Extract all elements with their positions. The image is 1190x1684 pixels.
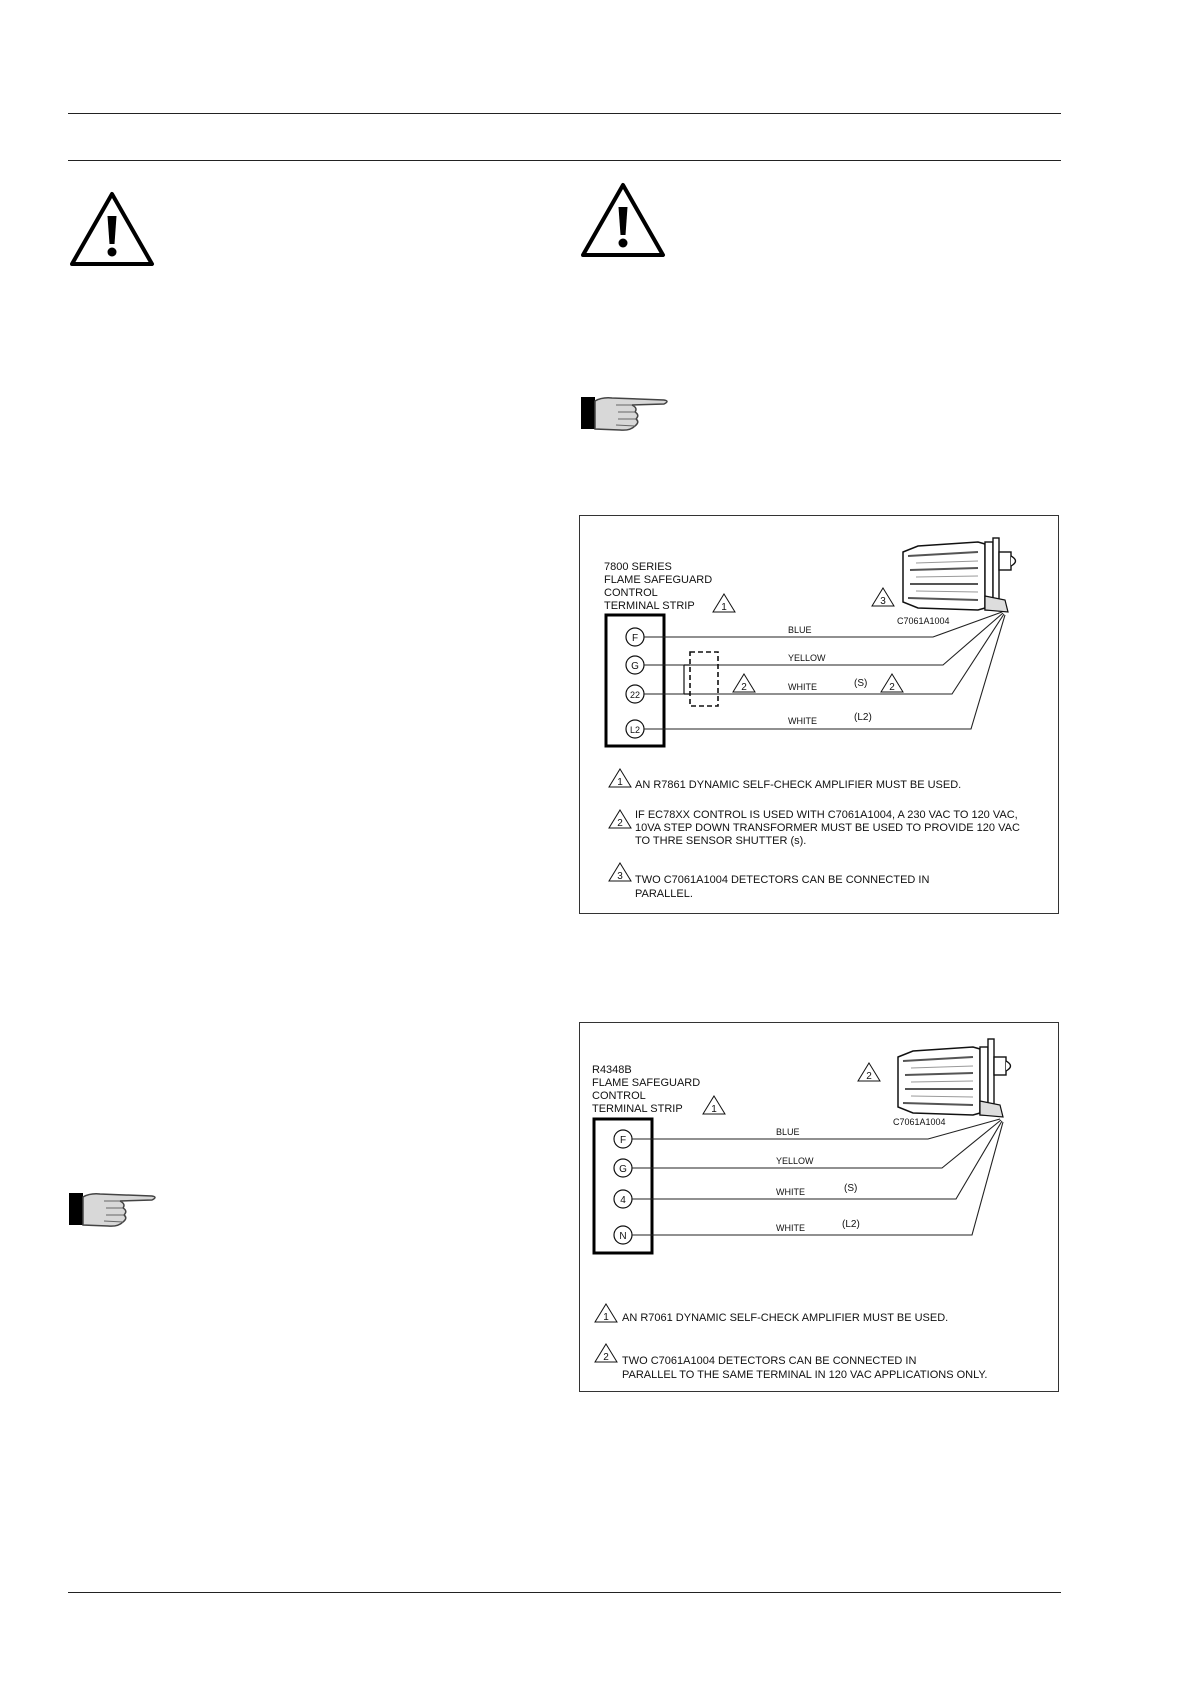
control-label-line: 7800 SERIES	[604, 561, 672, 573]
note-marker	[595, 1344, 617, 1363]
svg-text:1: 1	[711, 1104, 717, 1115]
flame-detector	[903, 538, 1016, 612]
note-text: TWO C7061A1004 DETECTORS CAN BE CONNECTED IN	[635, 874, 930, 886]
wire-label: WHITE	[776, 1187, 805, 1197]
control-label-line: TERMINAL STRIP	[604, 600, 695, 612]
wire-tag: (S)	[854, 678, 868, 689]
note-marker	[872, 588, 894, 607]
svg-text:2: 2	[741, 682, 747, 693]
svg-text:2: 2	[889, 682, 895, 693]
wire-label: BLUE	[788, 625, 812, 635]
wire-label: WHITE	[776, 1223, 805, 1233]
wire-label: WHITE	[788, 716, 817, 726]
flame-detector	[898, 1039, 1011, 1117]
header-rule-top	[68, 113, 1061, 114]
note-marker	[609, 769, 631, 788]
svg-text:2: 2	[866, 1071, 872, 1082]
note-text: IF EC78XX CONTROL IS USED WITH C7061A1004, A 230 VAC TO 120 VAC,	[635, 809, 1018, 821]
svg-text:F: F	[619, 1135, 627, 1146]
note-text: AN R7061 DYNAMIC SELF-CHECK AMPLIFIER MUST BE USED.	[622, 1312, 949, 1324]
wire-label: WHITE	[788, 682, 817, 692]
note-text: AN R7861 DYNAMIC SELF-CHECK AMPLIFIER MUST BE USED.	[635, 779, 962, 791]
note-marker	[713, 594, 735, 613]
note-marker	[881, 674, 903, 693]
control-label-line: FLAME SAFEGUARD	[592, 1077, 701, 1089]
svg-text:G: G	[631, 661, 639, 672]
footer-rule	[68, 1592, 1061, 1593]
header-rule-bottom	[68, 160, 1061, 161]
svg-text:2: 2	[603, 1352, 609, 1363]
wire-tag: (S)	[844, 1183, 858, 1194]
wire-label: YELLOW	[788, 653, 826, 663]
wire-white-s	[632, 1121, 1002, 1199]
svg-text:4: 4	[620, 1195, 626, 1206]
control-label-line: CONTROL	[592, 1090, 646, 1102]
note-marker	[733, 674, 755, 693]
note-marker	[703, 1096, 725, 1115]
wire-label: YELLOW	[776, 1156, 814, 1166]
svg-text:G: G	[619, 1164, 627, 1175]
svg-text:L2: L2	[629, 725, 641, 735]
pointing-hand-icon	[68, 1189, 160, 1229]
svg-text:2: 2	[617, 818, 623, 829]
warning-triangle-icon	[68, 190, 156, 268]
wire-white-l2	[644, 615, 1005, 729]
note-text: PARALLEL TO THE SAME TERMINAL IN 120 VAC APPLICATIONS ONLY.	[622, 1369, 988, 1381]
control-label-line: CONTROL	[604, 587, 658, 599]
note-marker	[595, 1304, 617, 1323]
terminal	[614, 1130, 632, 1148]
terminal	[614, 1190, 632, 1208]
pointing-hand-icon	[580, 393, 672, 433]
note-marker	[609, 863, 631, 882]
control-label-line: FLAME SAFEGUARD	[604, 574, 713, 586]
wire-yellow	[632, 1120, 1001, 1168]
svg-text:1: 1	[617, 777, 623, 788]
terminal	[614, 1226, 632, 1244]
terminal	[626, 685, 644, 703]
note-text: TO THRE SENSOR SHUTTER (s).	[635, 835, 807, 847]
svg-text:F: F	[631, 633, 639, 644]
note-text: PARALLEL.	[635, 888, 693, 900]
control-label-line: R4348B	[592, 1064, 632, 1076]
wiring-diagram-r4348b	[579, 1022, 1059, 1392]
svg-text:1: 1	[721, 602, 727, 613]
svg-text:22: 22	[629, 690, 641, 700]
wiring-diagram-7800	[579, 515, 1059, 914]
warning-triangle-icon	[579, 181, 667, 259]
detector-model-label: C7061A1004	[893, 1117, 946, 1127]
note-text: 10VA STEP DOWN TRANSFORMER MUST BE USED TO PROVIDE 120 VAC	[635, 822, 1020, 834]
detector-model-label: C7061A1004	[897, 616, 950, 626]
control-label-line: TERMINAL STRIP	[592, 1103, 683, 1115]
note-marker	[858, 1063, 880, 1082]
note-text: TWO C7061A1004 DETECTORS CAN BE CONNECTED IN	[622, 1355, 917, 1367]
terminal	[626, 628, 644, 646]
svg-text:1: 1	[603, 1312, 609, 1323]
wire-tag: (L2)	[842, 1219, 860, 1230]
wire-label: BLUE	[776, 1127, 800, 1137]
terminal	[614, 1159, 632, 1177]
svg-text:N: N	[619, 1231, 627, 1242]
terminal	[626, 720, 644, 738]
wire-tag: (L2)	[854, 712, 872, 723]
svg-text:3: 3	[880, 596, 886, 607]
shielded-cable	[684, 652, 718, 706]
note-marker	[609, 810, 631, 829]
terminal	[626, 656, 644, 674]
svg-text:3: 3	[617, 871, 623, 882]
